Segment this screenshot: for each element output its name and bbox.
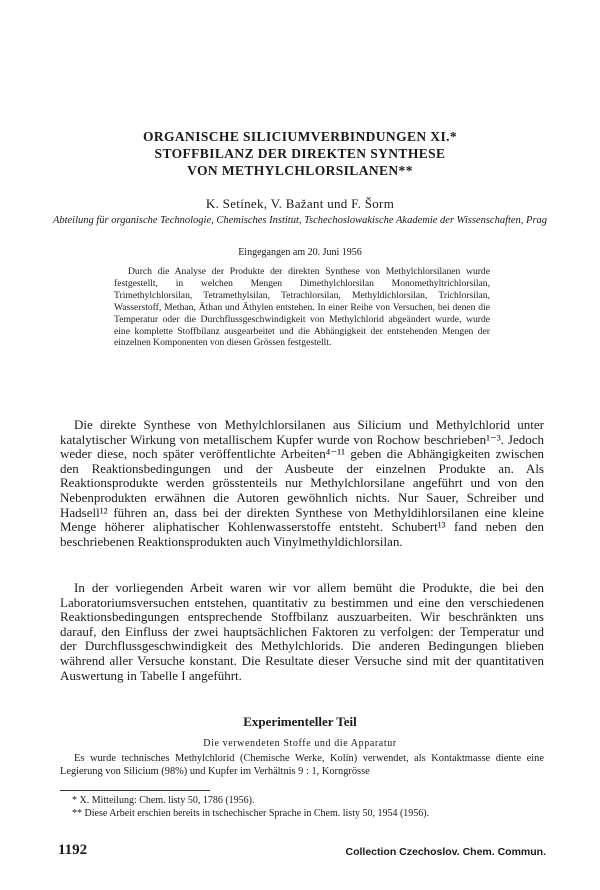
title-line-3: VON METHYLCHLORSILANEN** [187, 163, 413, 178]
received-date: Eingegangen am 20. Juni 1956 [238, 247, 362, 258]
title-line-2: STOFFBILANZ DER DIREKTEN SYNTHESE [154, 146, 446, 161]
title-line-1: ORGANISCHE SILICIUMVERBINDUNGEN XI.* [142, 129, 458, 144]
footnotes [72, 795, 542, 820]
body-paragraph-2: In der vorliegenden Arbeit waren wir vor allem bemüht die Produkte, die bei den Laboratoriumsversuchen entstehen, quantitativ zu bestimmen und eine den verschiedenen Reaktionsbedingungen entsprechende Stoffbilanz auszuarbeiten. Wir beschränkten uns darauf, den Einfluss der zwei hauptsächlichen Faktoren zu verfolgen: der Temperatur und der Durchflussgeschwindigkeit des Methylchlorids. Die anderen Bedingungen blieben während aller Versuche konstant. Die Resultate dieser Versuche sind mit der quantitativen Auswertung in Tabelle I angeführt. [60, 580, 544, 683]
authors: K. Setínek, V. Bažant und F. Šorm [205, 196, 395, 211]
footnote-2: ** Diese Arbeit erschien bereits in tschechischer Sprache in Chem. listy 50, 1954 (1956). [72, 807, 430, 819]
affiliation: Abteilung für organische Technologie, Chemisches Institut, Tschechoslowakische Akademie der Wissenschaften, Prag [52, 215, 548, 226]
footnote-rule [60, 790, 210, 791]
article-title [40, 128, 560, 179]
section-heading: Experimenteller Teil [243, 714, 357, 729]
page-number: 1192 [58, 842, 88, 858]
footnote-1: * X. Mitteilung: Chem. listy 50, 1786 (1956). [72, 795, 255, 806]
body-paragraph-1: Die direkte Synthese von Methylchlorsilanen aus Silicium und Methylchlorid unter katalytischer Wirkung von metallischem Kupfer wurde von Rochow beschrieben¹⁻³. Jedoch weder diese, noch später veröffentlichte Arbeiten⁴⁻¹¹ geben die Abhängigkeiten zwischen den Reaktionsbedingungen und der Ausbeute der einzelnen Produkte an. Als Reaktionsprodukte werden grösstenteils nur Methylchlorsilane angeführt und von den Nebenprodukten erwähnen die Autoren gewöhnlich nichts. Nur Sauer, Schreiber und Hadsell¹² führen an, dass bei der direkten Synthese von Methyldihlorsilanen eine kleine Menge höherer aliphatischer Kohlenwasserstoffe entsteht. Schubert¹³ fand neben den beschriebenen Reaktionsprodukten auch Vinylmethyldichlorsilan. [60, 417, 544, 549]
abstract: Durch die Analyse der Produkte der direkten Synthese von Methylchlorsilanen wurde festgestellt, in welchen Mengen Dimethylchlorsilan Monomethyltrichlorsilan, Trimethylchlorsilan, Tetramethylsilan, Tetrachlorsilan, Methyldichlorsilan, Trichlorsilan, Wasserstoff, Methan, Äthan und Äthylen entstehen. In einer Reihe von Versuchen, bei denen die Temperatur oder die Durchflussgeschwindigkeit von Methylchlorid abgeändert wurde, wurde eine komplette Stoffbilanz ausgearbeitet und die Abhängigkeit der entstehenden Mengen der einzelnen Komponenten von diesen Grössen festgestellt. [114, 266, 490, 349]
journal-name: Collection Czechoslov. Chem. Commun. [345, 846, 546, 858]
subsection-heading: Die verwendeten Stoffe und die Apparatur [203, 738, 397, 749]
section-paragraph: Es wurde technisches Methylchlorid (Chemische Werke, Kolín) verwendet, als Kontaktmasse diente eine Legierung von Silicium (98%) und Kupfer im Verhältnis 9 : 1, Korngrösse [60, 753, 544, 777]
